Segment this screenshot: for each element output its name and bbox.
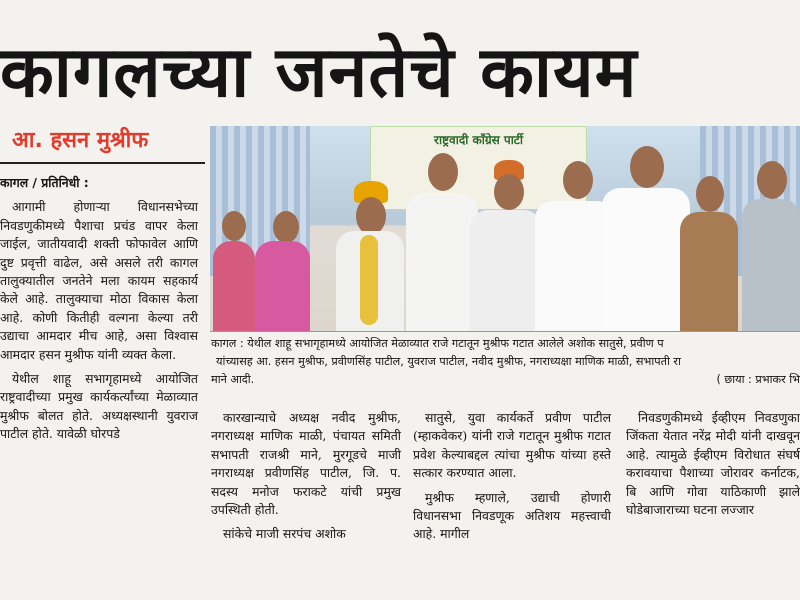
person (406, 153, 478, 331)
caption-line: कागल : येथील शाहू सभागृहामध्ये आयोजित मेळाव्यात राजे गटातून मुश्रीफ गटात आलेले अशोक सातुसे, प्रवीण प (211, 337, 664, 350)
article-column-4 (626, 409, 800, 525)
banner-text: राष्ट्रवादी काँग्रेस पार्टी (434, 133, 523, 147)
photo-credit: ( छाया : प्रभाकर भि (716, 373, 800, 386)
person (255, 211, 310, 331)
person (742, 161, 800, 331)
article-column-1 (0, 174, 198, 450)
article-column-3 (413, 409, 611, 550)
dateline: कागल / प्रतिनिधी : (0, 175, 89, 190)
photo-caption (211, 335, 800, 401)
caption-line: यांच्यासह आ. हसन मुश्रीफ, प्रवीणसिंह पाटील, युवराज पाटील, नवीद मुश्रीफ, नगराध्यक्षा माणिक माळी, सभापती रा (216, 355, 681, 368)
person (470, 160, 542, 331)
person (336, 181, 404, 331)
person (602, 146, 690, 331)
article-paragraph: सातुसे, युवा कार्यकर्ते प्रवीण पाटील (म्हाकवेकर) यांनी राजे गटातून मुश्रीफ गटात प्रवेश केल्याबद्दल त्यांचा मुश्रीफ यांच्या हस्ते सत्कार करण्यात आला. (413, 410, 611, 481)
article-paragraph: येथील शाहू सभागृहामध्ये आयोजित राष्ट्रवादीच्या प्रमुख कार्यकर्त्यांच्या मेळाव्यात मुश्रीफ बोलत होते. अध्यक्षस्थानी युवराज पाटील होते. यावेळी घोरपडे (0, 371, 198, 442)
article-paragraph: सांकेचे माजी सरपंच अशोक (223, 526, 346, 542)
article-paragraph: निवडणुकीमध्ये ईव्हीएम निवडणुका जिंकता येतात नरेंद्र मोदी यांनी दाखवून आहे. त्यामुळे ईव्हीएम विरोधात संघर्ष करावयाचा पैशाच्या जोरावर कर्नाटक, बि आणि गोवा याठिकाणी झाले घोडेबाजाराच्या घटना लज्जार (626, 410, 800, 518)
headline: कागलच्या जनतेचे कायम (0, 31, 638, 113)
article-paragraph: मुश्रीफ म्हणाले, उद्याची होणारी विधानसभा निवडणूक अतिशय महत्त्वाची आहे. मागील (413, 489, 611, 542)
divider (0, 162, 205, 164)
person (210, 211, 255, 331)
article-paragraph: कारखान्याचे अध्यक्ष नवीद मुश्रीफ, नगराध्यक्ष माणिक माळी, पंचायत समिती सभापती राजश्री माने, मुरगूडचे माजी नगराध्यक्ष प्रवीणसिंह पाटील, जि. प. सदस्य मनोज फराकटे यांची प्रमुख उपस्थिती होती. (211, 410, 401, 518)
article-paragraph: आगामी होणाऱ्या विधानसभेच्या निवडणुकीमध्ये पैशाचा प्रचंड वापर केला जाईल, जातीयवादी शक्ती फोफावेल आणि दुष्ट प्रवृत्ती वाढेल, असे असले तरी कागल तालुक्यातील जनतेने मला कायम सहकार्य केले आहे. तालुक्याचा मोठा विकास केला आहे. कोणी कितीही वल्गना केल्या तरी उद्याचा आमदार मीच आहे, असा विश्वास आमदार हसन मुश्रीफ यांनी व्यक्त केला. (0, 199, 198, 362)
caption-line: माने आदी. (211, 373, 255, 386)
person (680, 176, 738, 331)
article-column-2 (211, 409, 401, 550)
byline: आ. हसन मुश्रीफ (12, 128, 149, 153)
news-photo (210, 126, 800, 332)
